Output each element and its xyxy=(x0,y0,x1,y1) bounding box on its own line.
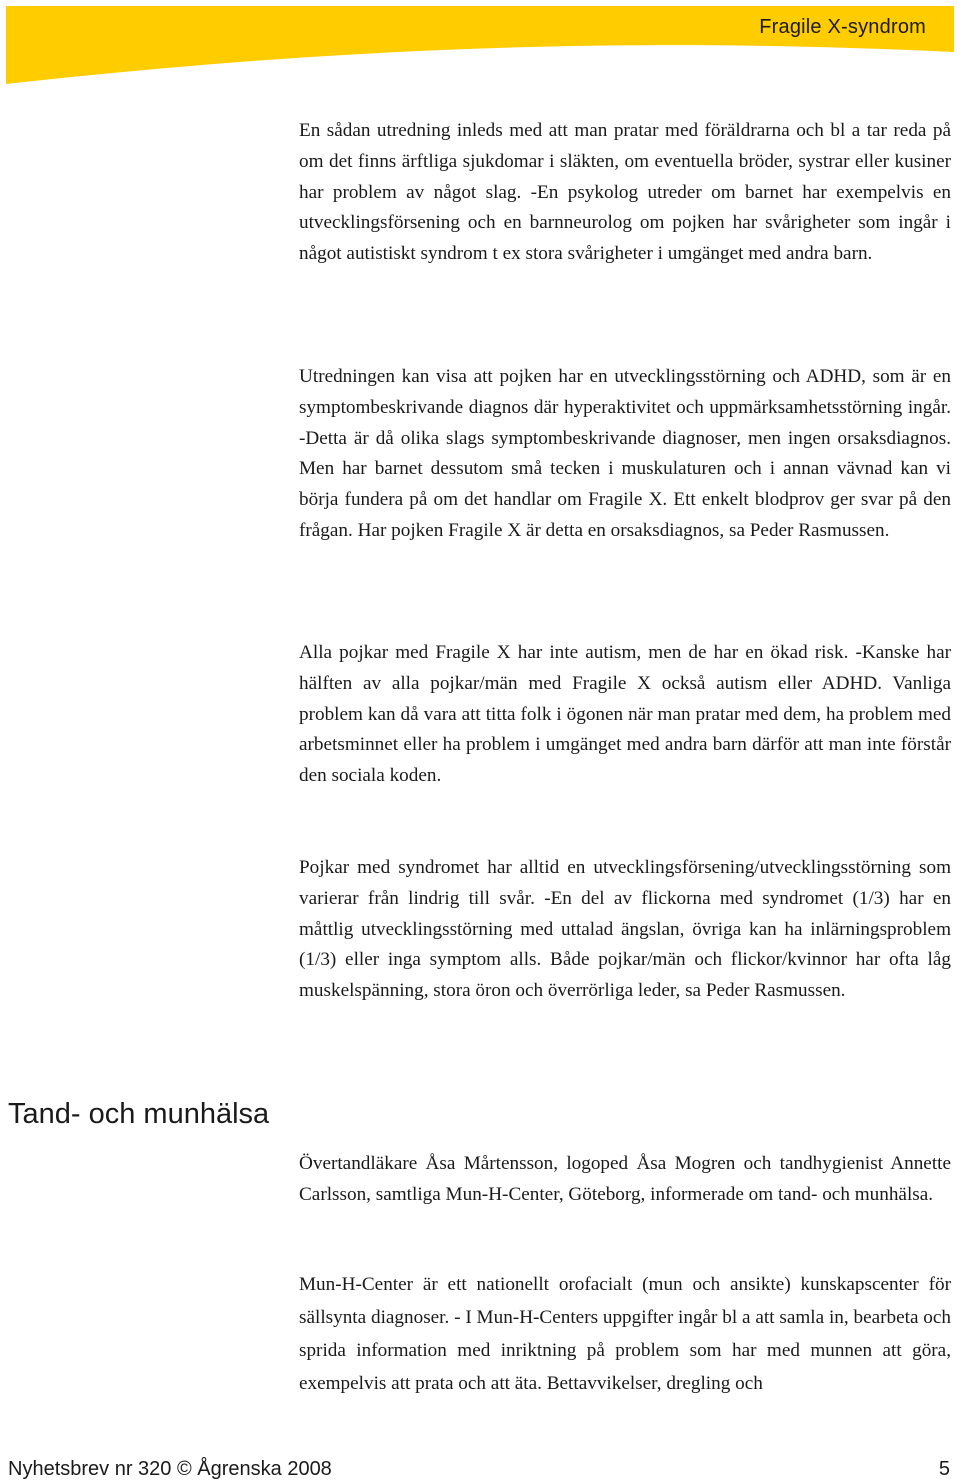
running-header-title: Fragile X-syndrom xyxy=(759,16,926,38)
footer-publication: Nyhetsbrev nr 320 © Ågrenska 2008 xyxy=(8,1458,332,1480)
body-paragraph-2 xyxy=(299,362,951,547)
paragraph-text: Utredningen kan visa att pojken har en utvecklingsstörning och ADHD, som är en symptombeskrivande diagnos där hyperaktivitet och uppmärksamhetsstörning ingår. -Detta är då olika slags symptombeskrivande diagnoser, men ingen orsaksdiagnos. Men har barnet dessutom små tecken i muskulaturen och i annan vävnad kan vi börja fundera på om det handlar om Fragile X. Ett enkelt blodprov ger svar på den frågan. Har pojken Fragile X är detta en orsaksdiagnos, sa Peder Rasmussen. xyxy=(299,366,951,541)
paragraph-text: Övertandläkare Åsa Mårtensson, logoped Åsa Mogren och tandhygienist Annette Carlsson, samtliga Mun-H-Center, Göteborg, informerade om tand- och munhälsa. xyxy=(299,1153,951,1205)
header-band-shape xyxy=(0,0,960,86)
body-paragraph-6 xyxy=(299,1268,951,1400)
paragraph-text: Pojkar med syndromet har alltid en utvecklingsförsening/utvecklingsstörning som varierar från lindrig till svår. -En del av flickorna med syndromet (1/3) har en måttlig utvecklingsstörning med uttalad ängslan, övriga kan ha inlärningsproblem (1/3) eller inga symptom alls. Både pojkar/män och flickor/kvinnor har ofta låg muskelspänning, stora öron och överrörliga leder, sa Peder Rasmussen. xyxy=(299,857,951,1002)
paragraph-text: Alla pojkar med Fragile X har inte autism, men de har en ökad risk. -Kanske har hälften av alla pojkar/män med Fragile X också autism eller ADHD. Vanliga problem kan då vara att titta folk i ögonen när man pratar med dem, ha problem med arbetsminnet eller ha problem i umgänget med andra barn därför att man inte förstår den sociala koden. xyxy=(299,642,951,787)
body-paragraph-4 xyxy=(299,853,951,1007)
footer-page-number: 5 xyxy=(938,1458,950,1480)
section-heading: Tand- och munhälsa xyxy=(8,1098,270,1130)
paragraph-text: En sådan utredning inleds med att man pratar med föräldrarna och bl a tar reda på om det finns ärftliga sjukdomar i släkten, om eventuella bröder, systrar eller kusiner har problem av något slag. -En psykolog utreder om barnet har exempelvis en utvecklingsförsening och en barnneurolog om pojken har svårigheter som ingår i något autistiskt syndrom t ex stora svårigheter i umgänget med andra barn. xyxy=(299,120,951,265)
body-paragraph-3 xyxy=(299,638,951,792)
header-band xyxy=(0,0,960,86)
paragraph-text: Mun-H-Center är ett nationellt orofacialt (mun och ansikte) kunskapscenter för sällsynta diagnoser. - I Mun-H-Centers uppgifter ingår bl a att samla in, bearbeta och sprida information med inriktning på problem som har med munnen att göra, exempelvis att prata och att äta. Bettavvikelser, dregling och xyxy=(299,1274,951,1394)
body-paragraph-5 xyxy=(299,1149,951,1211)
body-paragraph-1 xyxy=(299,116,951,270)
